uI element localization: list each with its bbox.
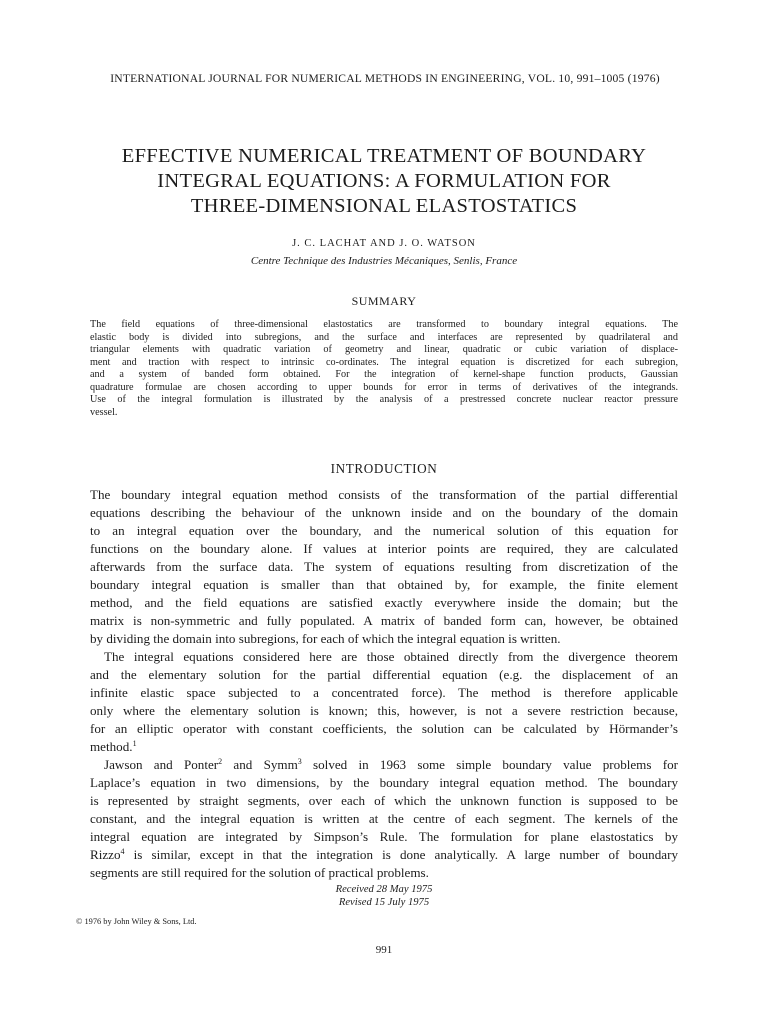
body-line: infinite elastic space subjected to a concentrated force). The method is therefore applicable — [90, 685, 678, 700]
title-line: EFFECTIVE NUMERICAL TREATMENT OF BOUNDARY — [121, 145, 647, 167]
body-line: method, and the field equations are satisfied exactly everywhere inside the domain; but the — [90, 595, 678, 610]
summary-line: elastic body is divided into subregions, and the surface and interfaces are represented by quadrilateral and — [90, 331, 678, 343]
body-line — [90, 756, 678, 774]
body-line: and the elementary solution for the partial differential equation (e.g. the displacement of an — [90, 667, 678, 682]
authors: J. C. LACHAT AND J. O. WATSON — [292, 238, 476, 249]
reference-superscript: 3 — [297, 757, 302, 766]
paper-title — [60, 144, 708, 219]
body-line: afterwards from the surface data. The system of equations resulting from discretization of the — [90, 559, 678, 574]
summary-line: Use of the integral formulation is illustrated by the analysis of a prestressed concrete nuclear reactor pressure — [90, 394, 678, 405]
body-line — [90, 846, 678, 864]
body-line: Laplace’s equation in two dimensions, by the boundary integral equation method. The boundary — [90, 775, 678, 790]
body-text-span: Jawson and Ponter — [104, 757, 219, 772]
body-line: segments are still required for the solution of practical problems. — [90, 865, 429, 880]
body-line: boundary integral equation is smaller than that obtained by, for example, the finite element — [90, 577, 678, 592]
body-text-span: and Symm — [222, 757, 298, 772]
summary-line: and a system of banded form obtained. For the integration of kernel-shape function products, Gaussian — [90, 369, 678, 380]
summary-line: The field equations of three-dimensional elastostatics are transformed to boundary integral equations. The — [90, 319, 678, 330]
body-line: for an elliptic operator with constant coefficients, the solution can be calculated by Hörmander’s — [90, 721, 678, 736]
body-line — [90, 738, 678, 756]
title-line: THREE-DIMENSIONAL ELASTOSTATICS — [190, 195, 578, 217]
body-line: by dividing the domain into subregions, for each of which the integral equation is written. — [90, 631, 561, 646]
body-line: integral equation are integrated by Simpson’s Rule. The formulation for plane elastostatics by — [90, 829, 678, 844]
journal-header: INTERNATIONAL JOURNAL FOR NUMERICAL METHODS IN ENGINEERING, VOL. 10, 991–1005 (1976) — [110, 72, 660, 85]
body-text-span: is similar, except in that the integration is done analytically. A large number of boundary — [124, 847, 678, 862]
copyright-notice: © 1976 by John Wiley & Sons, Ltd. — [76, 917, 197, 926]
summary-abstract — [90, 319, 678, 419]
revised-date: Revised 15 July 1975 — [338, 897, 430, 908]
body-line: equations describing the behaviour of the unknown inside and on the boundary of the domain — [90, 505, 678, 520]
body-line: only where the elementary solution is known; this, however, is not a severe restriction because, — [90, 703, 678, 718]
received-date: Received 28 May 1975 — [335, 884, 433, 895]
summary-heading: SUMMARY — [351, 294, 417, 308]
introduction-heading: INTRODUCTION — [330, 461, 438, 476]
body-line: The boundary integral equation method consists of the transformation of the partial differential — [90, 487, 678, 502]
body-line: functions on the boundary alone. If values at interior points are required, they are calculated — [90, 541, 678, 556]
summary-line: ment and traction with respect to intrinsic co-ordinates. The integral equation is discretized for each subregion, — [90, 356, 678, 368]
body-text-span: Rizzo — [90, 847, 121, 862]
page-number: 991 — [375, 944, 393, 956]
summary-line: quadrature formulae are chosen according to upper bounds for error in terms of derivatives of the integrands. — [90, 381, 678, 393]
title-line: INTEGRAL EQUATIONS: A FORMULATION FOR — [157, 170, 611, 192]
reference-superscript: 4 — [120, 847, 125, 856]
body-line: to an integral equation over the boundary, and the numerical solution of this equation for — [90, 523, 678, 538]
body-line: is represented by straight segments, over each of which the unknown function is supposed to be — [90, 793, 678, 808]
body-text-span: method. — [90, 739, 133, 754]
affiliation: Centre Technique des Industries Mécaniques, Senlis, France — [250, 255, 518, 267]
reference-superscript: 1 — [132, 739, 137, 748]
introduction-body — [90, 486, 678, 882]
body-text-span: solved in 1963 some simple boundary value problems for — [301, 757, 678, 772]
body-line: constant, and the integral equation is written at the centre of each segment. The kernels of the — [90, 811, 678, 826]
summary-line: triangular elements with quadratic variation of geometry and linear, quadratic or cubic variation of displace- — [90, 344, 678, 355]
body-line: The integral equations considered here are those obtained directly from the divergence theorem — [104, 649, 678, 664]
summary-line: vessel. — [90, 406, 118, 418]
reference-superscript: 2 — [218, 757, 223, 766]
body-line: matrix is non-symmetric and fully populated. A matrix of banded form can, however, be obtained — [90, 613, 678, 628]
received-dates — [60, 883, 708, 909]
